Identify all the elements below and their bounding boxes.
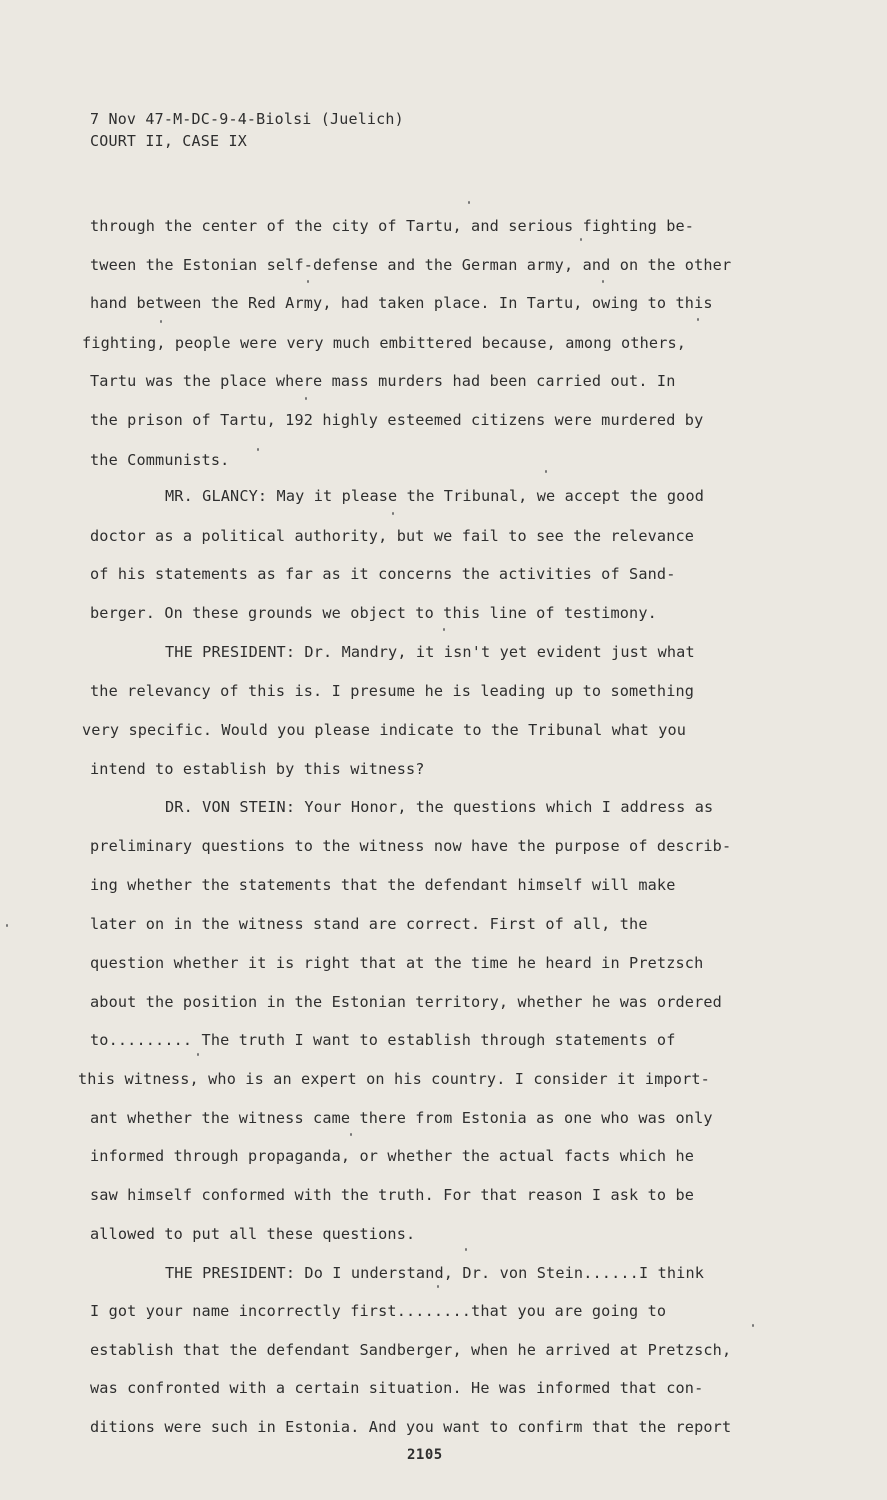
body-line-12: THE PRESIDENT: Dr. Mandry, it isn't yet evident just what (165, 643, 695, 661)
body-line-30: establish that the defendant Sandberger, when he arrived at Pretzsch, (90, 1341, 732, 1359)
body-line-2: tween the Estonian self-defense and the German army, and on the other (90, 256, 732, 274)
page-number: 2105 (407, 1447, 443, 1463)
body-line-5: Tartu was the place where mass murders had been carried out. In (90, 372, 676, 390)
body-line-13: the relevancy of this is. I presume he is leading up to something (90, 682, 695, 700)
paper-speck (468, 201, 470, 204)
body-line-27: allowed to put all these questions. (90, 1225, 416, 1243)
body-line-1: through the center of the city of Tartu, and serious fighting be- (90, 217, 695, 235)
paper-speck (437, 1285, 439, 1288)
document-header (90, 108, 404, 152)
header-reference: 7 Nov 47-M-DC-9-4-Biolsi (Juelich) (90, 110, 404, 128)
body-line-29: I got your name incorrectly first........that you are going to (90, 1302, 667, 1320)
body-line-11: berger. On these grounds we object to this line of testimony. (90, 604, 657, 622)
paper-speck (580, 238, 582, 241)
body-line-14: very specific. Would you please indicate to the Tribunal what you (82, 721, 687, 739)
paper-speck (6, 924, 8, 927)
body-line-26: saw himself conformed with the truth. For that reason I ask to be (90, 1186, 695, 1204)
body-line-32: ditions were such in Estonia. And you want to confirm that the report (90, 1418, 732, 1436)
paper-speck (443, 628, 445, 631)
paper-speck (697, 318, 699, 321)
body-line-24: ant whether the witness came there from Estonia as one who was only (90, 1109, 713, 1127)
body-line-6: the prison of Tartu, 192 highly esteemed citizens were murdered by (90, 411, 704, 429)
body-line-28: THE PRESIDENT: Do I understand, Dr. von Stein......I think (165, 1264, 705, 1282)
body-line-4: fighting, people were very much embittered because, among others, (82, 334, 687, 352)
body-line-18: ing whether the statements that the defendant himself will make (90, 876, 676, 894)
body-line-7: the Communists. (90, 451, 230, 469)
paper-speck (465, 1248, 467, 1251)
header-court-case: COURT II, CASE IX (90, 132, 247, 150)
body-line-8: MR. GLANCY: May it please the Tribunal, we accept the good (165, 487, 705, 505)
body-line-15: intend to establish by this witness? (90, 760, 425, 778)
body-line-16: DR. VON STEIN: Your Honor, the questions which I address as (165, 798, 714, 816)
paper-speck (350, 1133, 352, 1136)
paper-speck (392, 512, 394, 515)
paper-speck (307, 280, 309, 283)
paper-speck (257, 448, 259, 451)
body-line-17: preliminary questions to the witness now have the purpose of describ- (90, 837, 732, 855)
body-line-20: question whether it is right that at the time he heard in Pretzsch (90, 954, 704, 972)
body-line-9: doctor as a political authority, but we fail to see the relevance (90, 527, 695, 545)
body-line-22: to......... The truth I want to establish through statements of (90, 1031, 676, 1049)
body-line-21: about the position in the Estonian territory, whether he was ordered (90, 993, 722, 1011)
body-line-23: this witness, who is an expert on his country. I consider it import- (78, 1070, 710, 1088)
body-line-10: of his statements as far as it concerns the activities of Sand- (90, 565, 676, 583)
paper-speck (545, 470, 547, 473)
body-line-25: informed through propaganda, or whether the actual facts which he (90, 1147, 695, 1165)
paper-speck (197, 1053, 199, 1056)
paper-speck (752, 1324, 754, 1327)
body-line-19: later on in the witness stand are correct. First of all, the (90, 915, 648, 933)
body-line-31: was confronted with a certain situation. He was informed that con- (90, 1379, 704, 1397)
paper-speck (160, 320, 162, 323)
paper-speck (602, 280, 604, 283)
paper-speck (305, 397, 307, 400)
body-line-3: hand between the Red Army, had taken place. In Tartu, owing to this (90, 294, 713, 312)
